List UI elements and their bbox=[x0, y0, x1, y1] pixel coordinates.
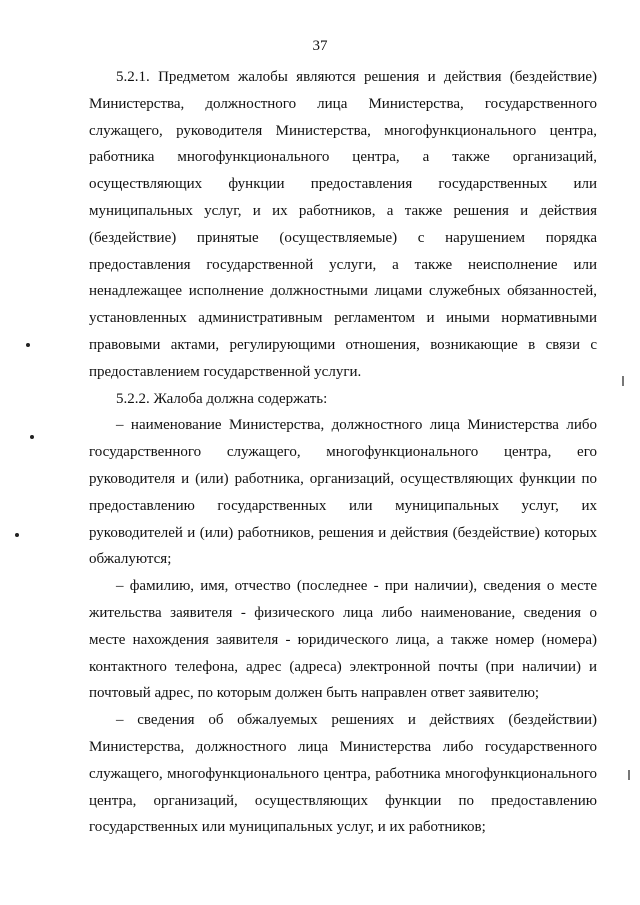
scan-artifact bbox=[622, 376, 624, 386]
list-item-name-of-ministry: – наименование Министерства, должностного лица Министерства либо государственного служащего, многофункционального центра, его руководителя и (или) работника, организаций, осуществляющих функции по предоставлению государственных или муниципальных услуг, их руководителей и (или) работников, решения и действия (бездействие) которых обжалуются; bbox=[89, 417, 597, 568]
page-number: 37 bbox=[312, 38, 328, 54]
scan-mark bbox=[30, 435, 34, 439]
list-item-appealed-decisions: – сведения об обжалуемых решениях и действиях (бездействии) Министерства, должностного лица Министерства либо государственного служащего, многофункционального центра, работника многофункционального центра, организаций, осуществляющих функции по предоставлению государственных или муниципальных услуг, и их работников; bbox=[89, 712, 597, 836]
scan-mark bbox=[15, 533, 19, 537]
scan-mark bbox=[26, 343, 30, 347]
scan-artifact bbox=[628, 770, 630, 780]
list-item-applicant-details: – фамилию, имя, отчество (последнее - при наличии), сведения о месте жительства заявителя - физического лица либо наименование, сведения о месте нахождения заявителя - юридического лица, а также номер (номера) контактного телефона, адрес (адреса) электронной почты (при наличии) и почтовый адрес, по которым должен быть направлен ответ заявителю; bbox=[89, 578, 597, 702]
document-body bbox=[89, 64, 597, 841]
paragraph-5-2-2: 5.2.2. Жалоба должна содержать: bbox=[116, 390, 328, 407]
paragraph-5-2-1: 5.2.1. Предметом жалобы являются решения и действия (бездействие) Министерства, должностного лица Министерства, государственного служащего, руководителя Министерства, многофункционального центра, работника многофункционального центра, а также организаций, осуществляющих функции предоставления государственных или муниципальных услуг, и их работников, а также решения и действия (бездействие) принятые (осуществляемые) с нарушением порядка предоставления государственной услуги, а также неисполнение или ненадлежащее исполнение должностными лицами служебных обязанностей, установленных административным регламентом и иными нормативными правовыми актами, регулирующими отношения, возникающие в связи с предоставлением государственной услуги. bbox=[89, 69, 597, 380]
